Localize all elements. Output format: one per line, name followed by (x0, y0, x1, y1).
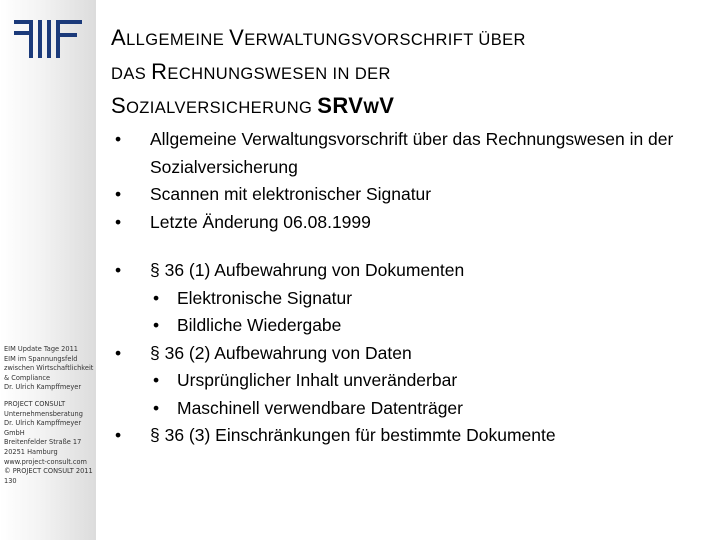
title-segment: S (111, 93, 127, 118)
bullet-dot-icon: • (153, 287, 160, 308)
bullet-dot-icon: • (115, 425, 122, 445)
bullet-item (113, 422, 713, 450)
bullet-dot-icon: • (115, 260, 122, 280)
bullet-group-general (113, 126, 713, 236)
sidebar-text-line: PROJECT CONSULT Unternehmensberatung (4, 399, 83, 418)
bullet-item (113, 126, 713, 181)
title-segment: W (363, 99, 380, 117)
bullet-item (113, 257, 713, 285)
sidebar (0, 0, 96, 540)
title-segment: R (151, 59, 168, 84)
sub-bullet-item (113, 285, 713, 313)
title-segment: V (379, 93, 395, 118)
sidebar-text-line: EIM im Spannungsfeld zwischen Wirtschaftlichkeit & Compliance (4, 354, 94, 382)
bullet-text: § 36 (2) Aufbewahrung von Daten (150, 342, 412, 363)
bullet-item (113, 181, 713, 209)
sidebar-text-line: 130 (4, 476, 17, 485)
sidebar-footer-text (4, 345, 96, 486)
bullet-text: § 36 (3) Einschränkungen für bestimmte Dokumente (150, 425, 556, 445)
bullet-text: § 36 (1) Aufbewahrung von Dokumenten (150, 260, 465, 280)
bullet-item (113, 340, 713, 368)
bullet-text: Elektronische Signatur (177, 287, 353, 308)
sidebar-text-line: 20251 Hamburg (4, 447, 58, 456)
bullet-text: Letzte Änderung 06.08.1999 (150, 211, 371, 232)
bullet-text: Allgemeine Verwaltungsvorschrift über das Rechnungswesen in der Sozialversicherung (150, 129, 674, 177)
bullet-dot-icon: • (153, 315, 160, 335)
bullet-dot-icon: • (115, 184, 122, 204)
bullet-text: Ursprünglicher Inhalt unveränderbar (177, 370, 458, 390)
title-segment: DAS (111, 65, 152, 83)
sidebar-text-line: EIM Update Tage 2011 (4, 345, 78, 353)
title-segment: OZIALVERSICHERUNG (126, 99, 318, 117)
bullet-item (113, 209, 713, 237)
project-consult-logo-icon (14, 20, 82, 58)
title-segment: ECHNUNGSWESEN IN DER (167, 65, 391, 83)
bullet-dot-icon: • (115, 211, 122, 232)
sub-bullet-item (113, 395, 713, 423)
bullet-dot-icon: • (115, 342, 122, 363)
title-line-1 (111, 22, 711, 56)
title-segment: A (111, 25, 127, 50)
sub-bullet-item (113, 367, 713, 395)
title-segment: V (229, 25, 245, 50)
bullet-dot-icon: • (153, 370, 160, 390)
sub-bullet-item (113, 312, 713, 340)
sidebar-text-line: Dr. Ulrich Kampffmeyer GmbH (4, 419, 82, 437)
title-segment: LLGEMEINE (126, 31, 230, 49)
sidebar-text-line: Breitenfelder Straße 17 (4, 438, 82, 447)
bullet-dot-icon: • (153, 397, 160, 418)
sidebar-text-line: Dr. Ulrich Kampffmeyer (4, 383, 82, 392)
bullet-dot-icon: • (115, 129, 122, 149)
slide-title (111, 22, 711, 124)
bullet-text: Scannen mit elektronischer Signatur (150, 184, 432, 204)
title-line-2 (111, 56, 711, 90)
bullet-text: Bildliche Wiedergabe (177, 315, 342, 335)
bullet-list (113, 126, 713, 450)
bullet-group-paragraphs (113, 257, 713, 450)
bullet-text: Maschinell verwendbare Datenträger (177, 397, 463, 418)
sidebar-text-line: © PROJECT CONSULT 2011 (4, 467, 93, 476)
sidebar-text-line: www.project-consult.com (4, 457, 87, 466)
title-line-3 (111, 90, 711, 124)
title-segment: ERWALTUNGSVORSCHRIFT ÜBER (244, 31, 526, 49)
title-segment: SRV (317, 93, 364, 118)
